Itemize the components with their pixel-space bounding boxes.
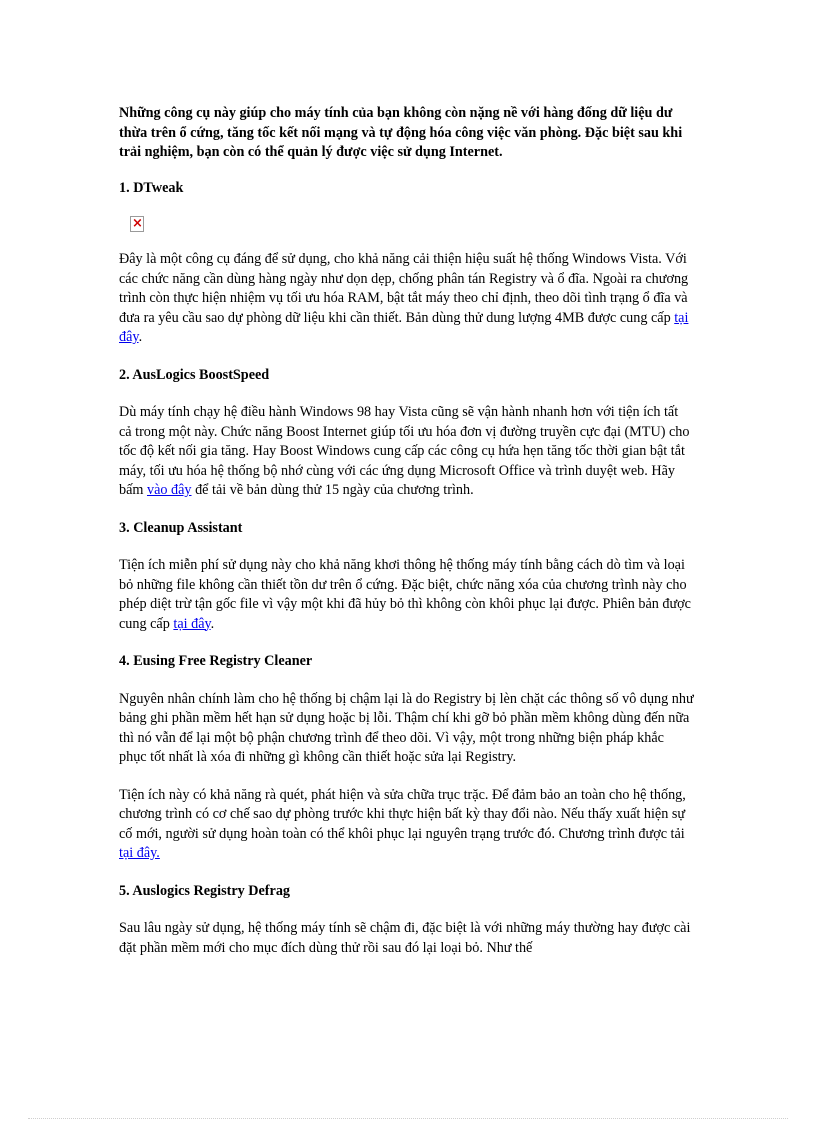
section-heading-registry-cleaner: 4. Eusing Free Registry Cleaner — [119, 653, 313, 669]
download-link[interactable]: tại đây — [173, 615, 211, 632]
section-paragraph: Sau lâu ngày sử dụng, hệ thống máy tính sẽ chậm đi, đặc biệt là với những máy thường hay được cài đặt phần mềm mới cho mục đích dùng thử rồi sau đó lại loại bỏ. Như thế — [119, 920, 691, 956]
section-heading-cleanup-assistant: 3. Cleanup Assistant — [119, 519, 243, 536]
download-link[interactable]: tại đây. — [119, 845, 160, 861]
intro-paragraph: Những công cụ này giúp cho máy tính của bạn không còn nặng nề với hàng đống dữ liệu dư thừa trên ổ cứng, tăng tốc kết nối mạng và tự động hóa công việc văn phòng. Đặc biệt sau khi trải nghiệm, bạn còn có thể quản lý được việc sử dụng Internet. — [119, 105, 683, 160]
paragraph-text: để tải về bản dùng thử 15 ngày của chương trình. — [191, 482, 474, 498]
section-heading-registry-defrag: 5. Auslogics Registry Defrag — [119, 882, 291, 899]
paragraph-text: . — [138, 329, 143, 345]
paragraph-text: Dù máy tính chạy hệ điều hành Windows 98 hay Vista cũng sẽ vận hành nhanh hơn với tiện ích tất cả trong một này. Chức năng Boost Internet giúp tối ưu hóa đơn vị đường truyền cực đại (MTU) cho tốc độ kết nối gia tăng. Hay Boost Windows cung cấp các công cụ hứa hẹn tăng tốc thời gian bật tắt máy, tối ưu hóa hệ thống bộ nhớ cùng với các ứng dụng Microsoft Office và trình duyệt web. Hãy bấm — [119, 404, 690, 498]
section-paragraph — [119, 556, 694, 634]
article-body — [119, 104, 694, 976]
section-paragraph: Nguyên nhân chính làm cho hệ thống bị chậm lại là do Registry bị lèn chặt các thông số vô dụng như bảng ghi phần mềm hết hạn sử dụng hoặc bị lỗi. Thậm chí khi gỡ bỏ phần mềm không dùng đến nữa thì nó vẫn để lại một bộ phận chương trình để theo dõi. Vì vậy, một trong những biện pháp khắc phục tốt nhất là xóa đi những gì không cần thiết hoặc sửa lại Registry. — [119, 690, 694, 765]
section-paragraph — [119, 786, 694, 864]
broken-image-icon — [130, 216, 144, 232]
paragraph-text: . — [210, 615, 215, 632]
page-bottom-divider — [28, 1118, 788, 1119]
section-heading-dtweak: 1. DTweak — [119, 179, 184, 196]
paragraph-text: Tiện ích này có khả năng rà quét, phát hiện và sửa chữa trục trặc. Để đảm bảo an toàn cho hệ thống, chương trình có cơ chế sao dự phòng trước khi thực hiện bất kỳ thay đổi nào. Nếu thấy xuất hiện sự cố mới, người sử dụng hoàn toàn có thể khôi phục lại nguyên trạng trước đó. Chương trình được tải — [119, 786, 686, 842]
section-paragraph — [119, 403, 694, 501]
paragraph-text: Tiện ích miễn phí sử dụng này cho khả năng khơi thông hệ thống máy tính bằng cách dò tìm và loại bỏ những file không cần thiết tồn dư trên ổ cứng. Đặc biệt, chức năng xóa của chương trình này cho phép diệt trừ tận gốc file vì vậy một khi đã hủy bỏ thì không còn khôi phục lại được. Phiên bản được cung cấp — [119, 557, 691, 632]
section-paragraph — [119, 250, 694, 348]
paragraph-text: Đây là một công cụ đáng để sử dụng, cho khả năng cải thiện hiệu suất hệ thống Windows Vista. Với các chức năng cần dùng hàng ngày như dọn dẹp, chống phân tán Registry và ổ đĩa. Ngoài ra chương trình còn thực hiện nhiệm vụ tối ưu hóa RAM, bật tắt máy theo chỉ định, theo dõi tình trạng ổ đĩa và đưa ra yêu cầu sao dự phòng dữ liệu khi cần thiết. Bản dùng thử dung lượng 4MB được cung cấp — [119, 251, 689, 326]
download-link[interactable]: vào đây — [146, 482, 192, 498]
download-link[interactable]: tại đây — [119, 309, 689, 345]
section-heading-boostspeed: 2. AusLogics BoostSpeed — [119, 366, 270, 383]
